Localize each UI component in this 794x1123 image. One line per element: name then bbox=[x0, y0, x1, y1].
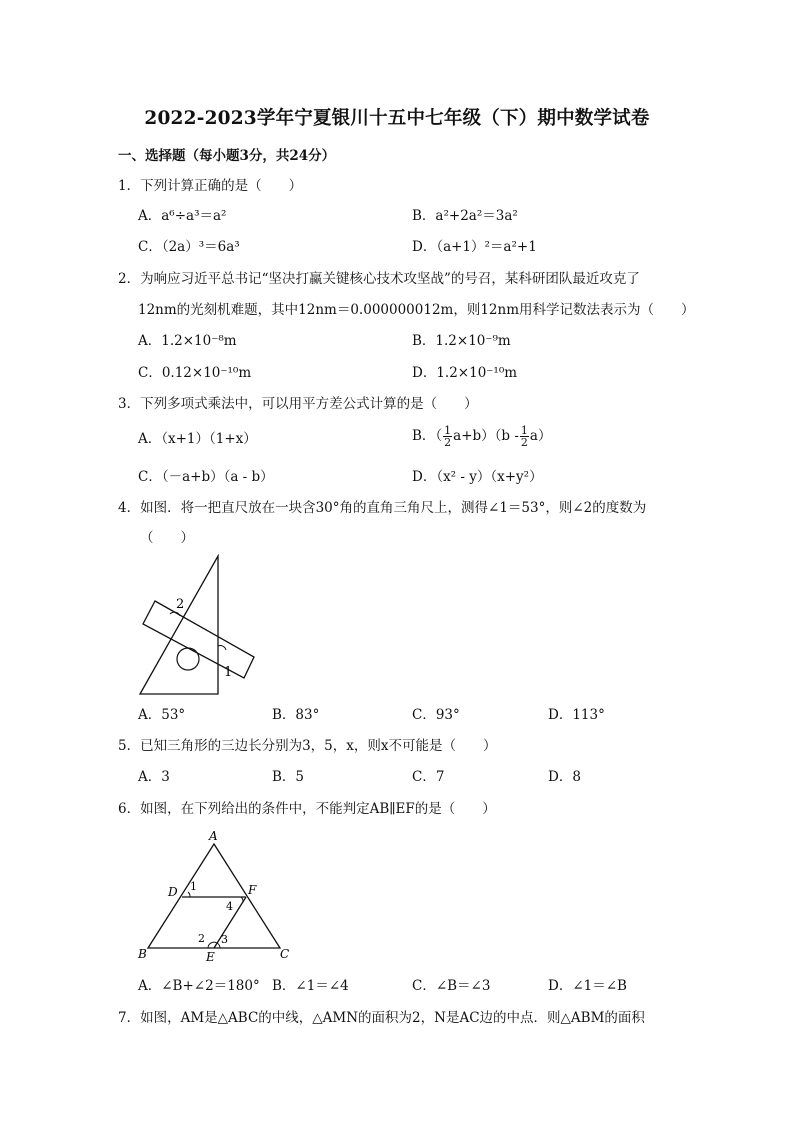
question-1-option-b: B．a²+2a²＝3a² bbox=[412, 208, 518, 224]
question-5-option-d: D．8 bbox=[548, 769, 581, 785]
question-4-option-c: C．93° bbox=[412, 707, 460, 723]
vertex-c-label: C bbox=[280, 947, 290, 961]
fraction-numerator: 1 bbox=[520, 424, 528, 437]
angle-4-label: 4 bbox=[226, 900, 233, 913]
right-triangle-shape bbox=[140, 556, 218, 694]
fraction-numerator: 1 bbox=[444, 424, 452, 437]
question-1-option-d: D．（a+1）²＝a²+1 bbox=[412, 239, 537, 255]
question-7-stem: 7．如图，AM是△ABC的中线，△AMN的面积为2，N是AC边的中点．则△ABM的面积 bbox=[118, 1010, 645, 1026]
question-5-option-c: C．7 bbox=[412, 769, 445, 785]
question-4-option-d: D．113° bbox=[548, 707, 605, 723]
vertex-a-label: A bbox=[209, 829, 218, 843]
question-3-stem: 3．下列多项式乘法中，可以用平方差公式计算的是（ ） bbox=[118, 396, 478, 412]
point-e-label: E bbox=[206, 950, 215, 964]
angle-4-arc bbox=[241, 897, 243, 902]
question-2-option-c: C．0.12×10⁻¹⁰m bbox=[138, 365, 252, 381]
question-6-stem: 6．如图，在下列给出的条件中，不能判定AB∥EF的是（ ） bbox=[118, 801, 496, 817]
question-3-option-d: D．（x² - y）（x+y²） bbox=[412, 469, 543, 485]
ruler-triangle-figure bbox=[132, 554, 262, 700]
question-2-stem-line1: 2．为响应习近平总书记“坚决打赢关键核心技术攻坚战”的号召，某科研团队最近攻克了 bbox=[118, 271, 640, 287]
question-1-option-a: A．a⁶÷a³＝a² bbox=[138, 208, 227, 224]
angle-1-label: 1 bbox=[190, 880, 197, 893]
question-5-stem: 5．已知三角形的三边长分别为3，5，x，则x不可能是（ ） bbox=[118, 738, 497, 754]
page-title: 2022-2023学年宁夏银川十五中七年级（下）期中数学试卷 bbox=[144, 108, 650, 129]
question-1-stem: 1．下列计算正确的是（ ） bbox=[118, 178, 303, 194]
question-3-option-b bbox=[412, 424, 551, 448]
angle-3-arc bbox=[217, 943, 220, 948]
angle-2-label: 2 bbox=[176, 597, 185, 612]
angle-1-label: 1 bbox=[224, 665, 233, 680]
option-b-suffix: a） bbox=[529, 428, 552, 444]
angle-2-label: 2 bbox=[198, 932, 205, 945]
option-b-prefix: B．（ bbox=[412, 428, 443, 444]
question-2-option-a: A．1.2×10⁻⁸m bbox=[138, 333, 237, 349]
section-heading: 一、选择题（每小题3分，共24分） bbox=[118, 148, 336, 164]
triangle-hole-circle bbox=[177, 648, 199, 670]
triangle-parallel-figure bbox=[134, 828, 294, 966]
question-4-stem-line2: （ ） bbox=[140, 530, 194, 546]
fraction-one-half bbox=[520, 425, 529, 448]
fraction-denominator: 2 bbox=[444, 436, 452, 449]
ruler-shape bbox=[143, 601, 254, 678]
question-1-option-c: C．（2a）³＝6a³ bbox=[138, 239, 240, 255]
question-2-option-d: D．1.2×10⁻¹⁰m bbox=[412, 365, 518, 381]
question-3-option-a: A．（x+1）（1+x） bbox=[138, 431, 257, 447]
question-6-option-d: D．∠1＝∠B bbox=[548, 978, 627, 994]
angle-3-label: 3 bbox=[221, 933, 228, 946]
vertex-b-label: B bbox=[138, 947, 147, 961]
fraction-one-half bbox=[443, 425, 452, 448]
point-f-label: F bbox=[248, 883, 257, 897]
question-4-option-b: B．83° bbox=[272, 707, 320, 723]
option-b-middle: a+b）（b - bbox=[453, 428, 519, 444]
question-6-option-a: A．∠B+∠2＝180° bbox=[138, 978, 260, 994]
angle-1-arc bbox=[218, 646, 226, 650]
question-3-option-c: C．（－a+b）（a - b） bbox=[138, 469, 274, 485]
question-2-option-b: B．1.2×10⁻⁹m bbox=[412, 333, 511, 349]
question-4-option-a: A．53° bbox=[138, 707, 186, 723]
question-2-stem-line2: 12nm的光刻机难题，其中12nm＝0.000000012m，则12nm用科学记数法表示为（ ） bbox=[138, 302, 695, 318]
question-5-option-a: A．3 bbox=[138, 769, 170, 785]
question-4-stem-line1: 4．如图．将一把直尺放在一块含30°角的直角三角尺上，测得∠1＝53°，则∠2的度数为 bbox=[118, 500, 647, 516]
question-6-option-b: B．∠1＝∠4 bbox=[272, 978, 349, 994]
question-5-option-b: B．5 bbox=[272, 769, 305, 785]
question-6-option-c: C．∠B＝∠3 bbox=[412, 978, 491, 994]
point-d-label: D bbox=[168, 885, 178, 899]
fraction-denominator: 2 bbox=[520, 436, 528, 449]
